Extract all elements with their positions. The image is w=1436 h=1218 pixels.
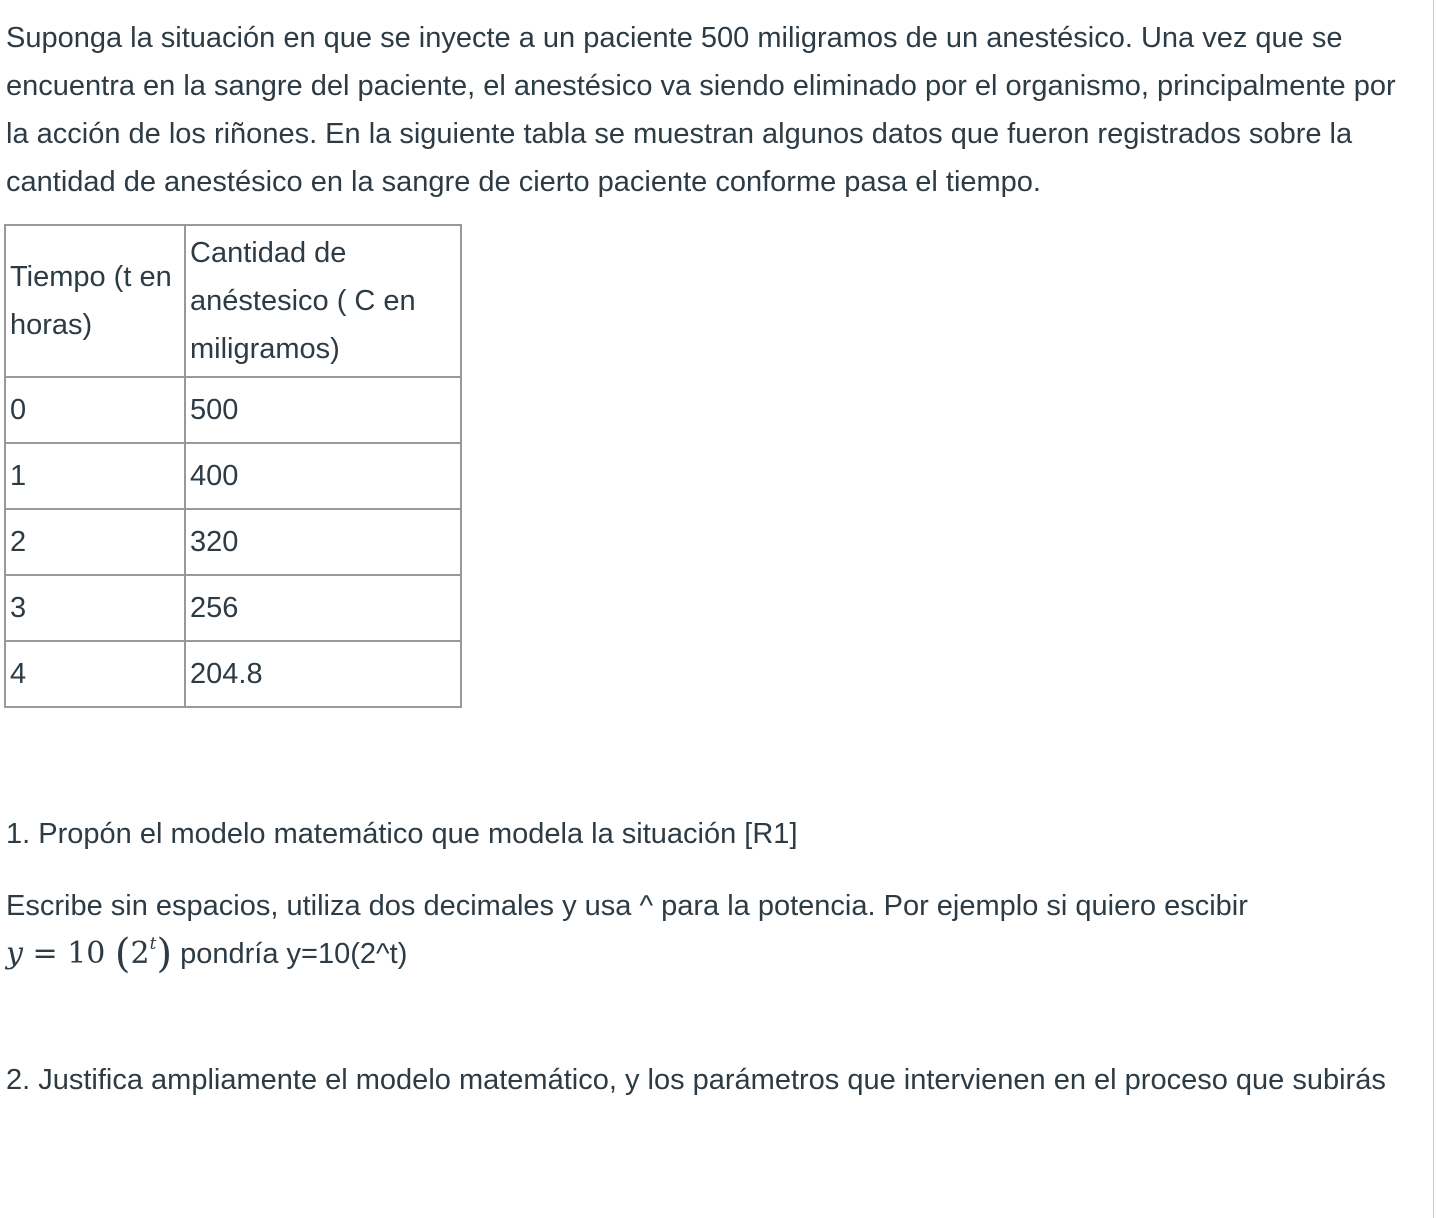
header-amount: Cantidad de anéstesico ( C en miligramos) (185, 225, 461, 377)
example-formula (6, 931, 173, 977)
formula-equals: = (32, 936, 58, 971)
instructions-suffix: pondría y=10(2^t) (180, 938, 408, 970)
table-row (5, 443, 461, 509)
cell-time: 3 (5, 575, 185, 641)
question-2: 2. Justifica ampliamente el modelo matemático, y los parámetros que intervienen en el proceso que subirás (6, 1064, 1386, 1096)
formula-base: 2 (130, 936, 150, 971)
cell-amount: 400 (185, 443, 461, 509)
table-header-row (5, 225, 461, 377)
intro-paragraph: Suponga la situación en que se inyecte a un paciente 500 miligramos de un anestésico. Una vez que se encuentra en la sangre del paciente, el anestésico va siendo eliminado por el organismo, principalmente por la acción de los riñones. En la siguiente tabla se muestran algunos datos que fueron registrados sobre la cantidad de anestésico en la sangre de cierto paciente conforme pasa el tiempo. (6, 22, 1396, 198)
cell-amount: 256 (185, 575, 461, 641)
cell-amount: 204.8 (185, 641, 461, 707)
cell-amount: 320 (185, 509, 461, 575)
question-1: 1. Propón el modelo matemático que modela la situación [R1] (6, 818, 798, 850)
table-row (5, 509, 461, 575)
instructions-text: Escribe sin espacios, utiliza dos decimales y usa ^ para la potencia. Por ejemplo si quiero escibir (6, 890, 1248, 922)
cell-time: 4 (5, 641, 185, 707)
formula-lhs: y (6, 936, 23, 971)
formula-exponent: t (149, 934, 157, 954)
cell-time: 0 (5, 377, 185, 443)
formula-close-paren: ) (156, 931, 173, 977)
table-row (5, 377, 461, 443)
answer-instructions (6, 882, 1416, 978)
cell-time: 1 (5, 443, 185, 509)
formula-open-paren: ( (114, 931, 131, 977)
anesthetic-data-table (4, 224, 462, 708)
formula-coefficient: 10 (67, 936, 106, 971)
page-edge-divider (1433, 0, 1434, 1218)
table-row (5, 575, 461, 641)
question-content (6, 14, 1416, 1104)
cell-amount: 500 (185, 377, 461, 443)
header-time: Tiempo (t en horas) (5, 225, 185, 377)
table-row (5, 641, 461, 707)
cell-time: 2 (5, 509, 185, 575)
